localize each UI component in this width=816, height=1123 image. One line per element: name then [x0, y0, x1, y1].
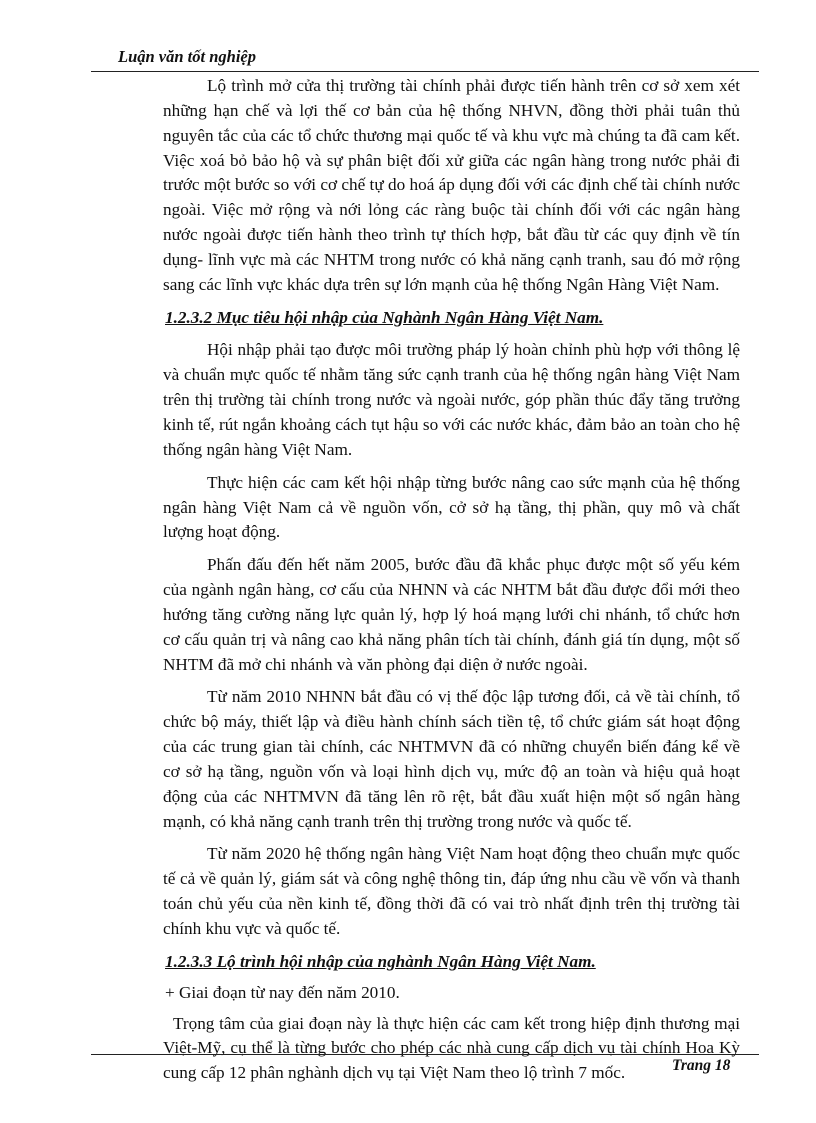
paragraph-integration-goal: Hội nhập phải tạo được môi trường pháp lý hoàn chỉnh phù hợp với thông lệ và chuẩn mực quốc tế nhằm tăng sức cạnh tranh của hệ thống ngân hàng Việt Nam trên thị trường tài chính trong nước và ngoài nước, góp phần thúc đẩy tăng trưởng kinh tế, rút ngắn khoảng cách tụt hậu so với các nước khác, đảm bảo an toàn cho hệ thống ngân hàng Việt Nam.	[163, 340, 740, 459]
bullet-phase: + Giai đoạn từ nay đến năm 2010.	[165, 982, 400, 1002]
section-heading-1-2-3-2: 1.2.3.2 Mục tiêu hội nhập của Nghành Ngân Hàng Việt Nam.	[165, 307, 604, 327]
paragraph-2010: Từ năm 2010 NHNN bắt đầu có vị thế độc lập tương đối, cả về tài chính, tổ chức bộ máy, thiết lập và điều hành chính sách tiền tệ, tổ chức giám sát hoạt động của các trung gian tài chính, các NHTMVN đã có những chuyển biến đáng kể về cơ sở hạ tầng, nguồn vốn và loại hình dịch vụ, mức độ an toàn và hiệu quả hoạt động của các NHTMVN đã tăng lên rõ rệt, bắt đầu xuất hiện một số ngân hàng mạnh, có khả năng cạnh tranh trên thị trường trong nước và quốc tế.	[163, 687, 740, 831]
paragraph-commitments: Thực hiện các cam kết hội nhập từng bước nâng cao sức mạnh của hệ thống ngân hàng Việt Nam cả về nguồn vốn, cở sở hạ tầng, thị phần, quy mô và chất lượng hoạt động.	[163, 472, 740, 542]
paragraph-roadmap: Lộ trình mở cửa thị trường tài chính phải được tiến hành trên cơ sở xem xét những hạn chế và lợi thế cơ bản của hệ thống NHVN, đồng thời phải tuân thủ nguyên tắc của các tổ chức thương mại quốc tế và khu vực mà chúng ta đã cam kết. Việc xoá bỏ bảo hộ và sự phân biệt đối xử giữa các ngân hàng trong nước phải đi trước một bước so với cơ chế tự do hoá áp dụng đối với các định chế tài chính nước ngoài. Việc mở rộng và nới lỏng các ràng buộc tài chính đối với các ngân hàng nước ngoài được tiến hành theo trình tự thích hợp, bắt đầu từ các quy định về tín dụng- lĩnh vực mà các NHTM trong nước có khả năng cạnh tranh, sau đó mở rộng sang các lĩnh vực khác dựa trên sự lớn mạnh của hệ thống Ngân Hàng Việt Nam.	[163, 76, 740, 294]
document-body	[163, 74, 740, 1086]
paragraph-phase-focus: Trọng tâm của giai đoạn này là thực hiện các cam kết trong hiệp định thương mại Việt-Mỹ, cụ thể là từng bước cho phép các nhà cung cấp dịch vụ tài chính Hoa Kỳ cung cấp 12 phân nghành dịch vụ tại Việt Nam theo lộ trình 7 mốc.	[163, 1013, 740, 1083]
paragraph-2020: Từ năm 2020 hệ thống ngân hàng Việt Nam hoạt động theo chuẩn mực quốc tế cả về quản lý, giám sát và công nghệ thông tin, đáp ứng nhu cầu về vốn và thanh toán chủ yếu của nền kinh tế, đồng thời đã có vai trò nhất định trên thị trường tài chính khu vực và quốc tế.	[163, 844, 740, 938]
running-header: Luận văn tốt nghiệp	[118, 47, 256, 66]
page-number: Trang 18	[672, 1057, 731, 1074]
footer-divider	[91, 1054, 759, 1055]
header-divider	[91, 71, 759, 72]
paragraph-2005: Phấn đấu đến hết năm 2005, bước đầu đã khắc phục được một số yếu kém của ngành ngân hàng, cơ cấu của NHNN và các NHTM bắt đầu được đổi mới theo hướng tăng cường năng lực quản lý, hợp lý hoá mạng lưới chi nhánh, tổ chức hơn cơ cấu quản trị và nâng cao khả năng phân tích tài chính, đánh giá tín dụng, một số NHTM đã mở chi nhánh và văn phòng đại diện ở nước ngoài.	[163, 555, 740, 674]
section-heading-1-2-3-3: 1.2.3.3 Lộ trình hội nhập của nghành Ngân Hàng Việt Nam.	[165, 951, 596, 971]
